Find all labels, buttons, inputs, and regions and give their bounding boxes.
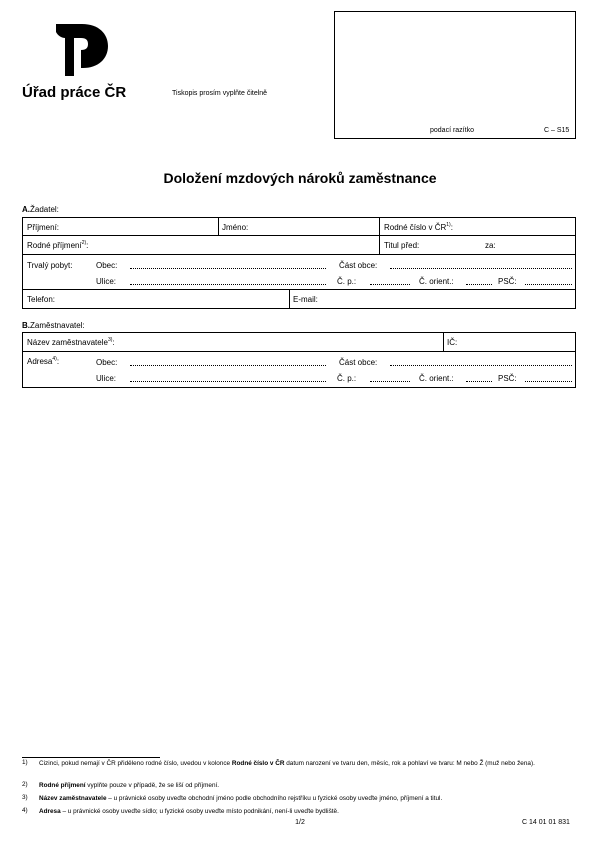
col-divider xyxy=(289,290,290,308)
telefon-label: Telefon: xyxy=(27,295,56,304)
rodne-cislo-label: Rodné číslo v ČR$^{1)}$: xyxy=(384,222,453,232)
titul-pred-field[interactable] xyxy=(428,237,480,252)
rodne-prijmeni-field[interactable] xyxy=(104,237,374,252)
footnote-number: 4) xyxy=(22,807,28,814)
row-divider xyxy=(23,351,575,352)
jmeno-label: Jméno: xyxy=(222,223,249,232)
cislo-popisne-field[interactable] xyxy=(370,284,410,285)
adresa-label: Adresa$^{4)}$: xyxy=(27,356,60,366)
cislo-orient-label: Č. orient.: xyxy=(419,374,454,383)
jmeno-field[interactable] xyxy=(256,219,376,234)
nazev-zamestnavatele-label: Název zaměstnavatele$^{3)}$: xyxy=(27,337,115,347)
footnote-2: Rodné příjmení vyplňte pouze v případě, že se liší od příjmení. xyxy=(39,782,220,789)
row-divider xyxy=(23,254,575,255)
form-code: C – S15 xyxy=(544,127,570,134)
col-divider xyxy=(443,333,444,351)
cislo-orient-field[interactable] xyxy=(466,284,492,285)
obec-label: Obec: xyxy=(96,261,118,270)
row-divider xyxy=(23,289,575,290)
obec-label: Obec: xyxy=(96,358,118,367)
section-a-label: A.Žadatel: xyxy=(22,205,59,214)
stamp-label: podací razítko xyxy=(430,127,474,134)
obec-field[interactable] xyxy=(130,268,326,269)
row-divider xyxy=(23,235,575,236)
rodne-cislo-field[interactable] xyxy=(466,219,572,234)
cast-obce-label: Část obce: xyxy=(339,261,378,270)
ic-field[interactable] xyxy=(462,334,572,349)
psc-label: PSČ: xyxy=(498,277,517,286)
office-name: Úřad práce ČR xyxy=(22,84,127,101)
prijmeni-field[interactable] xyxy=(95,219,215,234)
obec-field[interactable] xyxy=(130,365,326,366)
form-number: C 14 01 01 831 xyxy=(522,819,570,826)
footnote-number: 1) xyxy=(22,759,28,766)
page-number: 1/2 xyxy=(295,819,305,826)
cast-obce-label: Část obce: xyxy=(339,358,378,367)
prijmeni-label: Příjmení: xyxy=(27,223,60,232)
ulice-label: Ulice: xyxy=(96,374,117,383)
telefon-field[interactable] xyxy=(64,291,286,306)
psc-field[interactable] xyxy=(525,284,572,285)
section-b-label: B.Zaměstnavatel: xyxy=(22,321,85,330)
stamp-box xyxy=(334,11,576,139)
titul-za-label: za: xyxy=(485,241,496,250)
rodne-prijmeni-label: Rodné příjmení$^{2)}$: xyxy=(27,240,89,250)
col-divider xyxy=(218,218,219,235)
cast-obce-field[interactable] xyxy=(390,268,572,269)
footnote-4: Adresa – u právnické osoby uveďte sídlo; u fyzické osoby uveďte místo podnikání, není-li uveďte bydliště. xyxy=(39,808,339,815)
cislo-orient-field[interactable] xyxy=(466,381,492,382)
cislo-popisne-field[interactable] xyxy=(370,381,410,382)
email-label: E-mail: xyxy=(293,295,318,304)
ulice-field[interactable] xyxy=(130,381,326,382)
cast-obce-field[interactable] xyxy=(390,365,572,366)
email-field[interactable] xyxy=(324,291,572,306)
titul-za-field[interactable] xyxy=(500,237,572,252)
footnote-number: 3) xyxy=(22,794,28,801)
cislo-orient-label: Č. orient.: xyxy=(419,277,454,286)
ic-label: IČ: xyxy=(447,338,458,347)
footnote-rule xyxy=(22,757,160,758)
ulice-label: Ulice: xyxy=(96,277,117,286)
footnote-3: Název zaměstnavatele – u právnické osoby uveďte obchodní jméno podle obchodního rejstříku u fyzické osoby uveďte jméno, příjmení a titul. xyxy=(39,795,443,802)
ulice-field[interactable] xyxy=(130,284,326,285)
footnote-1: Cizinci, pokud nemají v ČR přiděleno rodné číslo, uvedou v kolonce Rodné číslo v ČR datum narození ve tvaru den, měsíc, rok a pohlaví ve tvaru: M nebo Ž (muž nebo žena). xyxy=(39,760,535,767)
urad-prace-logo-icon xyxy=(52,22,110,78)
titul-pred-label: Titul před: xyxy=(384,241,420,250)
footnote-number: 2) xyxy=(22,781,28,788)
cislo-popisne-label: Č. p.: xyxy=(337,374,357,383)
document-title: Doložení mzdových nároků zaměstnance xyxy=(163,170,437,186)
trvaly-pobyt-label: Trvalý pobyt: xyxy=(27,261,73,270)
col-divider xyxy=(379,218,380,254)
psc-label: PSČ: xyxy=(498,374,517,383)
fill-note: Tiskopis prosím vyplňte čitelně xyxy=(172,90,268,97)
cislo-popisne-label: Č. p.: xyxy=(337,277,357,286)
psc-field[interactable] xyxy=(525,381,572,382)
nazev-zamestnavatele-field[interactable] xyxy=(132,334,438,349)
